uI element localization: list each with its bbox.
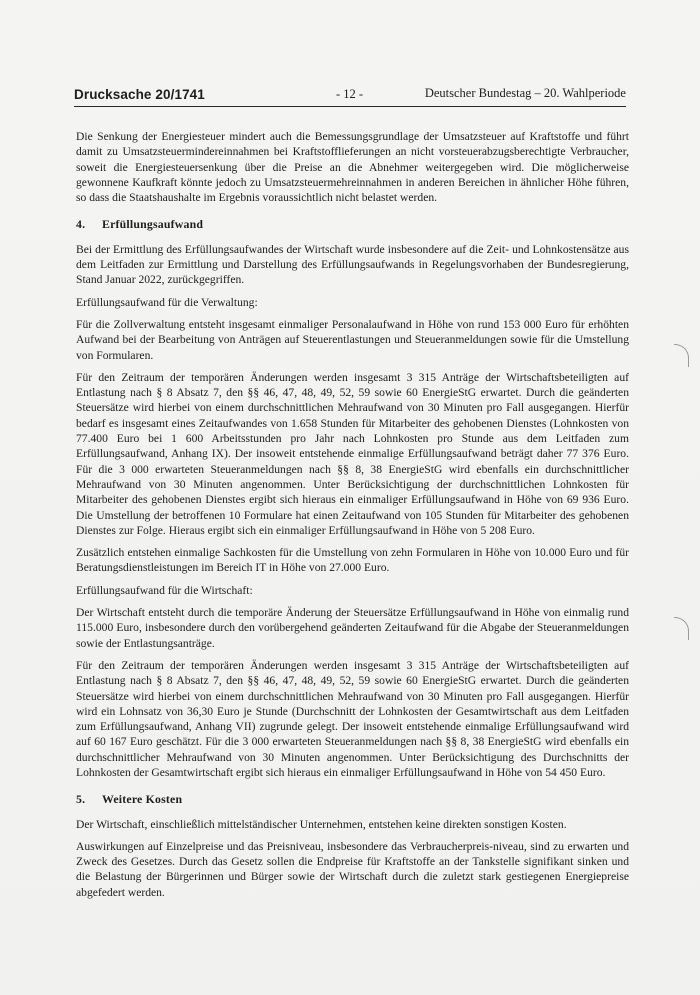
paragraph-price-effects: Auswirkungen auf Einzelpreise und das Preisniveau, insbesondere das Verbraucherpreis-niveau, sind zu erwarten und Zweck des Gesetzes. Durch das Gesetz sollen die Endpreise für Kraftstoffe an der Tankstelle signifikant sinken und die Belastung der Bürgerinnen und Bürger sowie der Wirtschaft durch die zuletzt stark gestiegenen Energiepreise abgefedert werden.: [76, 839, 629, 899]
document-body: [76, 129, 629, 907]
paragraph-energy-tax: Die Senkung der Energiesteuer mindert auch die Bemessungsgrundlage der Umsatzsteuer auf Kraftstoffe und führt damit zu Umsatzsteuermindereinnahmen bei Kraftstofflieferungen an nicht vorsteuerabzugsberechtigte Verbraucher, soweit die Energiesteuersenkung über die Preise an die Abnehmer weitergegeben wird. Die möglicherweise gewonnene Kaufkraft könnte jedoch zu Umsatzsteuermehreinnahmen in anderen Bereichen in ähnlicher Höhe führen, so dass die Staatshaushalte im Ergebnis voraussichtlich nicht belastet werden.: [76, 130, 629, 205]
drucksache-number: Drucksache 20/1741: [74, 87, 205, 102]
paragraph-wirtschaft-details: Für den Zeitraum der temporären Änderungen werden insgesamt 3 315 Anträge der Wirtschaftsbeteiligten auf Entlastung nach § 8 Absatz 7, den §§ 46, 47, 48, 49, 52, 59 sowie 60 EnergieStG erwartet. Durch die geänderten Steuersätze wird hierbei von einem durchschnittlichen Mehraufwand von 30 Minuten pro Fall ausgegangen. Hierfür wird ein Lohnsatz von 36,30 Euro je Stunde (Durchschnitt der Lohnkosten der Gesamtwirtschaft aus dem Leitfaden zum Erfüllungsaufwand, Anhang VII) zugrunde gelegt. Der insoweit entstehende einmalige Erfüllungsaufwand wird auf 60 167 Euro geschätzt. Für die 3 000 erwarteten Steueranmeldungen nach §§ 8, 38 EnergieStG wird ebenfalls ein durchschnittlicher Mehraufwand von 30 Minuten angenommen. Unter Berücksichtigung des Durchschnitts der Lohnkosten der Gesamtwirtschaft ergibt sich hieraus ein einmaliger Erfüllungsaufwand in Höhe von 54 450 Euro.: [76, 658, 629, 779]
section-heading-erfuellungsaufwand: [76, 217, 629, 232]
paragraph-no-costs: Der Wirtschaft, einschließlich mittelständischer Unternehmen, entstehen keine direkten sonstigen Kosten.: [76, 817, 567, 831]
paragraph-zollverwaltung: Für die Zollverwaltung entsteht insgesamt einmaliger Personalaufwand in Höhe von rund 153 000 Euro für erhöhten Aufwand bei der Bearbeitung von Anträgen auf Steuerentlastungen und Steueranmeldungen sowie für die Umstellung von Formularen.: [76, 317, 629, 362]
section-heading-weitere-kosten: [76, 792, 629, 807]
section-number: 5.: [76, 792, 86, 807]
section-title: Weitere Kosten: [102, 792, 183, 807]
section-number: 4.: [76, 217, 86, 232]
paragraph-verwaltung-details: Für den Zeitraum der temporären Änderungen werden insgesamt 3 315 Anträge der Wirtschaftsbeteiligten auf Entlastung nach § 8 Absatz 7, den §§ 46, 47, 48, 49, 52, 59 sowie 60 EnergieStG erwartet. Durch die geänderten Steuersätze wird hierbei von einem durchschnittlichen Mehraufwand von 30 Minuten pro Fall ausgegangen. Hierfür bedarf es insgesamt eines Zeitaufwandes von 1.658 Stunden für Mitarbeiter des gehobenen Dienstes (Lohnkosten von 77.400 Euro bei 1 600 Arbeitsstunden pro Jahr nach Lohnkosten pro Stunde aus dem Leitfaden zum Erfüllungsaufwand, Anhang IX). Der insoweit entstehende einmalige Erfüllungsaufwand beträgt daher 77 376 Euro. Für die 3 000 erwarteten Steueranmeldungen nach §§ 8, 38 EnergieStG wird ebenfalls ein durchschnittlicher Mehraufwand von 30 Minuten angenommen. Unter Berücksichtigung der durchschnittlichen Lohnkosten für Mitarbeiter des gehobenen Dienstes ergibt sich hieraus ein einmaliger Erfüllungsaufwand in Höhe von 69 936 Euro. Die Umstellung der betroffenen 10 Formulare hat einen Zeitaufwand von 105 Stunden für Mitarbeiter des gehobenen Dienstes zur Folge. Hieraus ergibt sich ein einmaliger Erfüllungsaufwand in Höhe von 5 208 Euro.: [76, 370, 629, 537]
page-number: - 12 -: [336, 87, 364, 101]
subheading-wirtschaft: Erfüllungsaufwand für die Wirtschaft:: [76, 583, 253, 597]
subheading-verwaltung: Erfüllungsaufwand für die Verwaltung:: [76, 295, 258, 309]
paragraph-method: Bei der Ermittlung des Erfüllungsaufwandes der Wirtschaft wurde insbesondere auf die Zeit- und Lohnkostensätze aus dem Leitfaden zur Ermittlung und Darstellung des Erfüllungsaufwands in Regelungsvorhaben der Bundesregierung, Stand Januar 2022, zurückgegriffen.: [76, 242, 629, 287]
section-title: Erfüllungsaufwand: [102, 217, 204, 232]
publisher-label: Deutscher Bundestag – 20. Wahlperiode: [424, 86, 626, 100]
paragraph-sachkosten: Zusätzlich entstehen einmalige Sachkosten für die Umstellung von zehn Formularen in Höhe von 10.000 Euro und für Beratungsdienstleistungen im Bereich IT in Höhe von 27.000 Euro.: [76, 546, 629, 575]
paragraph-wirtschaft-summary: Der Wirtschaft entsteht durch die temporäre Änderung der Steuersätze Erfüllungsaufwand in Höhe von einmalig rund 115.000 Euro, insbesondere durch den vorübergehend geänderten Zeitaufwand für die Abgabe der Steueranmeldungen sowie der Entlastungsanträge.: [76, 606, 629, 650]
page-header: [74, 84, 626, 107]
punch-hole-mark: [674, 344, 689, 367]
punch-hole-mark: [674, 617, 689, 640]
